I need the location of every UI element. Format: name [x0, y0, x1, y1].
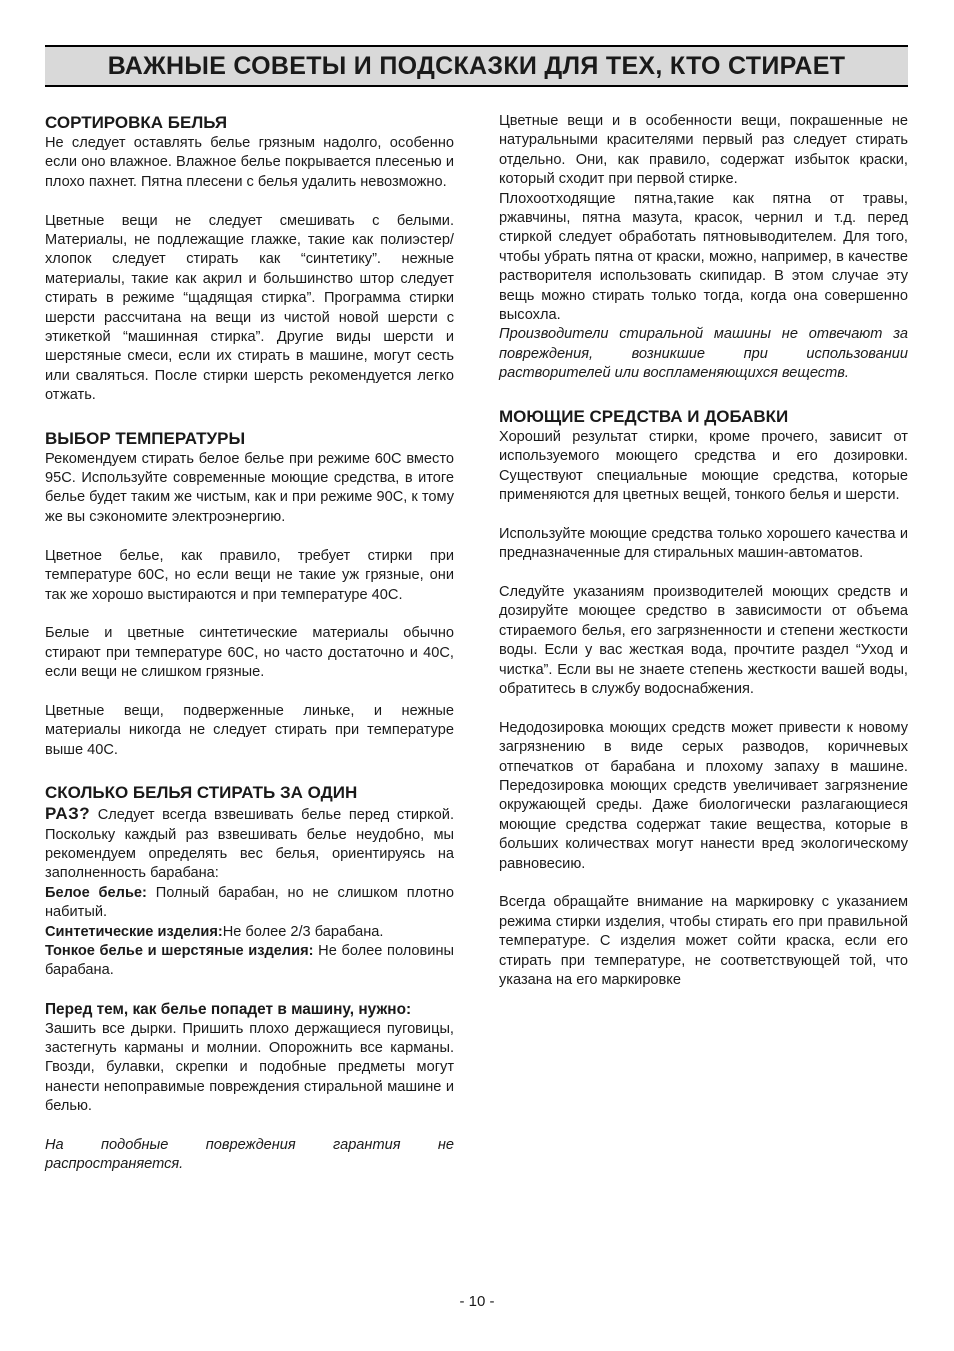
load-text: Следует всегда взвешивать белье перед стиркой. Поскольку каждый раз взвешивать белье неудобно, мы рекомендуем определять вес белья, ориентируясь на заполненность барабана:	[45, 807, 454, 882]
load-white	[45, 884, 454, 923]
load-heading-word: РАЗ?	[45, 804, 91, 824]
detergents-paragraph-1: Хороший результат стирки, кроме прочего, зависит от используемого моющего средства и его дозировки. Существуют специальные моющие средства, которые применяются для цветных вещей, тонкого белья и шерсти.	[499, 428, 908, 503]
sorting-paragraph-1: Не следует оставлять белье грязным надолго, особенно если оно влажное. Влажное белье покрывается плесенью и плохо пахнет. Пятна плесени с белья удалить невозможно.	[45, 135, 454, 190]
page-number: - 10 -	[459, 1293, 495, 1310]
load-synthetic-text: Не более 2/3 барабана.	[222, 923, 384, 940]
left-column	[45, 112, 454, 1175]
detergents-heading: МОЮЩИЕ СРЕДСТВА И ДОБАВКИ	[499, 406, 789, 426]
load-synthetic	[45, 923, 454, 942]
load-synthetic-label: Синтетические изделия:	[45, 923, 223, 940]
load-white-label: Белое белье:	[45, 884, 147, 901]
sorting-heading: СОРТИРОВКА БЕЛЬЯ	[45, 113, 228, 132]
sorting-paragraph-2: Цветные вещи не следует смешивать с белыми. Материалы, не подлежащие глажке, такие как полиэстер/хлопок следует стирать как “синтетику”. нежные материалы, такие как акрил и большинство штор следует стирать в режиме “щадящая стирка”. Программа стирки шерсти рассчитана на вещи из чистой новой шерсти с этикеткой “машинная стирка”. Другие виды шерсти и шерстяные смеси, если их стирать в машине, могут сесть или сваляться. После стирки шерсть рекомендуется легко отжать.	[45, 212, 454, 404]
load-delicate-text: Не более половины барабана.	[45, 942, 454, 979]
load-heading: СКОЛЬКО БЕЛЬЯ СТИРАТЬ ЗА ОДИН	[45, 783, 358, 803]
warranty-text: На подобные повреждения гарантия не распространяется.	[45, 1137, 454, 1173]
temperature-paragraph-2: Цветное белье, как правило, требует стирки при температуре 60С, но если вещи не такие уж грязные, они так же хорошо выстираются и при температуре 40С.	[45, 547, 454, 603]
detergents-paragraph-2: Используйте моющие средства только хорошего качества и предназначенные для стиральных машин-автоматов.	[499, 525, 908, 562]
warranty-note	[45, 1136, 454, 1175]
temperature-heading: ВЫБОР ТЕМПЕРАТУРЫ	[45, 428, 246, 448]
load-paragraph	[45, 804, 454, 884]
load-white-text: Полный барабан, но не слишком плотно набитый.	[45, 884, 454, 921]
load-delicate	[45, 942, 454, 981]
before-paragraph: Зашить все дырки. Пришить плохо держащиеся пуговицы, застегнуть карманы и молнии. Опорожнить все карманы. Гвозди, булавки, скрепки и подобные предметы могут нанести непоправимые повреждения стиральной машине и белью.	[45, 1020, 454, 1115]
right-column	[499, 112, 908, 990]
temperature-paragraph-3: Белые и цветные синтетические материалы обычно стирают при температуре 60С, но часто достаточно и 40С, если вещи не слишком грязные.	[45, 625, 454, 681]
temperature-paragraph-1: Рекомендуем стирать белое белье при режиме 60С вместо 95С. Используйте современные моющие средства, в итоге белье будет таким же чистым, как и при режиме 90С, к тому же вы сэкономите электроэнергию.	[45, 450, 454, 525]
colored-paragraph-1: Цветные вещи и в особенности вещи, покрашенные не натуральными красителями первый раз следует стирать отдельно. Они, как правило, содержат избыток краски, который сходит при первой стирке.	[499, 113, 908, 188]
page-title: ВАЖНЫЕ СОВЕТЫ И ПОДСКАЗКИ ДЛЯ ТЕХ, КТО СТИРАЕТ	[107, 52, 846, 80]
solvent-disclaimer	[499, 325, 908, 383]
load-delicate-label: Тонкое белье и шерстяные изделия:	[45, 942, 314, 959]
page-title-bar	[45, 45, 908, 87]
temperature-paragraph-4: Цветные вещи, подверженные линьке, и нежные материалы никогда не следует стирать при температуре выше 40С.	[45, 702, 454, 758]
detergents-paragraph-3: Следуйте указаниям производителей моющих средств и дозируйте моющее средство в зависимости от объема стираемого белья, его загрязненности и степени жесткости воды. Если у вас жесткая вода, прочтите раздел “Уход и чистка”. Если вы не знаете степень жесткости вашей воды, обратитесь в службу водоснабжения.	[499, 583, 908, 697]
colored-paragraph-2: Плохоотходящие пятна,такие как пятна от травы, ржавчины, пятна мазута, красок, чернил и т.д. перед стиркой следует обработать пятновыводителем. Для того, чтобы убрать пятна от краски, можно, например, в качестве растворителя использовать скипидар. В этом случае эту вещь можно стирать только тогда, когда она совершенно высохла.	[499, 190, 908, 324]
solvent-disclaimer-text: Производители стиральной машины не отвечают за повреждения, возникшие при использовании растворителей или воспламеняющихся веществ.	[499, 326, 908, 382]
before-heading: Перед тем, как белье попадет в машину, нужно:	[45, 1001, 412, 1019]
detergents-paragraph-4: Недодозировка моющих средств может привести к новому загрязнению в виде серых разводов, коричневых отпечатков от барабана и плохому запаху в машине. Передозировка моющих средств увеличивает загрязнение окружающей среды. Даже биологически разлагающиеся моющие средства содержат такие вещества, которые в больших количествах могут нанести вред экологическому равновесию.	[499, 719, 908, 872]
detergents-paragraph-5: Всегда обращайте внимание на маркировку с указанием режима стирки изделия, чтобы стирать его при правильной температуре. С изделия может сойти краска, если его стирать при температуре, не соответствующей той, что указана на его маркировке	[499, 894, 908, 988]
